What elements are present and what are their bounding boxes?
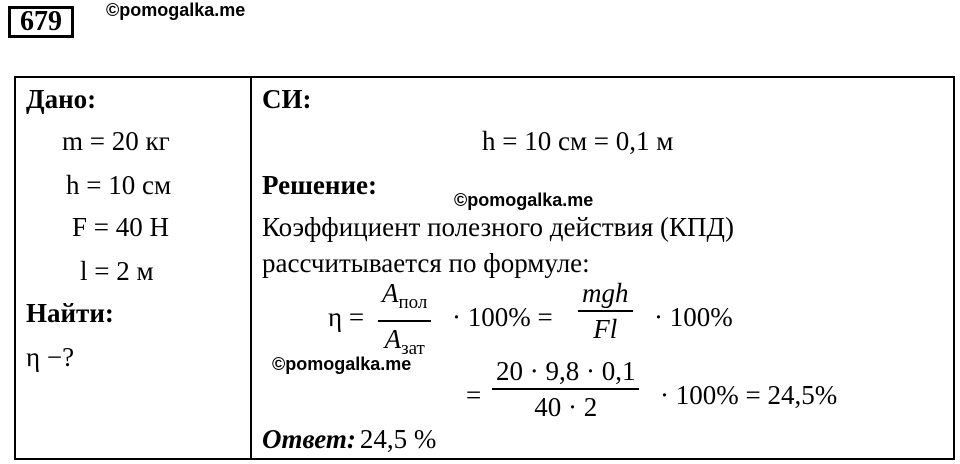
solution-label: Решение:	[262, 170, 377, 200]
si-conversion: h = 10 см = 0,1 м	[482, 126, 674, 156]
frac3-den: 40 · 2	[534, 392, 598, 422]
answer-line	[262, 424, 436, 455]
given-length: l = 2 м	[80, 256, 154, 286]
given-label: Дано:	[26, 84, 97, 114]
answer-label: Ответ:	[262, 424, 356, 454]
frac2-num: mgh	[582, 278, 629, 308]
formula-eq2: =	[466, 380, 482, 410]
fraction-mgh-over-fl	[578, 276, 633, 346]
frac1-den-sub: зат	[401, 338, 425, 359]
solution-text-line2: рассчитывается по формуле:	[262, 248, 590, 278]
solution-text-line1: Коэффициент полезного действия (КПД)	[262, 212, 734, 242]
watermark-middle: ©pomogalka.me	[454, 190, 594, 210]
find-label: Найти:	[26, 298, 114, 328]
find-value: η −?	[26, 342, 75, 372]
given-height: h = 10 см	[66, 170, 172, 200]
si-label: СИ:	[262, 84, 312, 114]
formula-mid: · 100% =	[452, 302, 553, 332]
frac3-num: 20 · 9,8 · 0,1	[496, 356, 636, 386]
formula-result: · 100% = 24,5%	[660, 380, 838, 410]
formula-eta-eq: η =	[328, 302, 365, 332]
fraction-useful-over-spent	[378, 276, 431, 366]
frac1-den-base: A	[384, 324, 402, 354]
watermark-lower: ©pomogalka.me	[272, 354, 412, 374]
given-mass: m = 20 кг	[62, 126, 170, 156]
formula-tail: · 100%	[654, 302, 733, 332]
answer-value: 24,5 %	[359, 424, 437, 454]
column-divider	[250, 76, 252, 460]
frac1-num-sub: пол	[398, 292, 428, 313]
problem-number: 679	[8, 6, 74, 38]
fraction-numeric	[492, 354, 639, 424]
frac2-den: Fl	[593, 314, 618, 344]
given-force: F = 40 Н	[72, 212, 169, 242]
watermark-top: ©pomogalka.me	[106, 0, 246, 20]
frac1-num-base: A	[382, 278, 399, 308]
